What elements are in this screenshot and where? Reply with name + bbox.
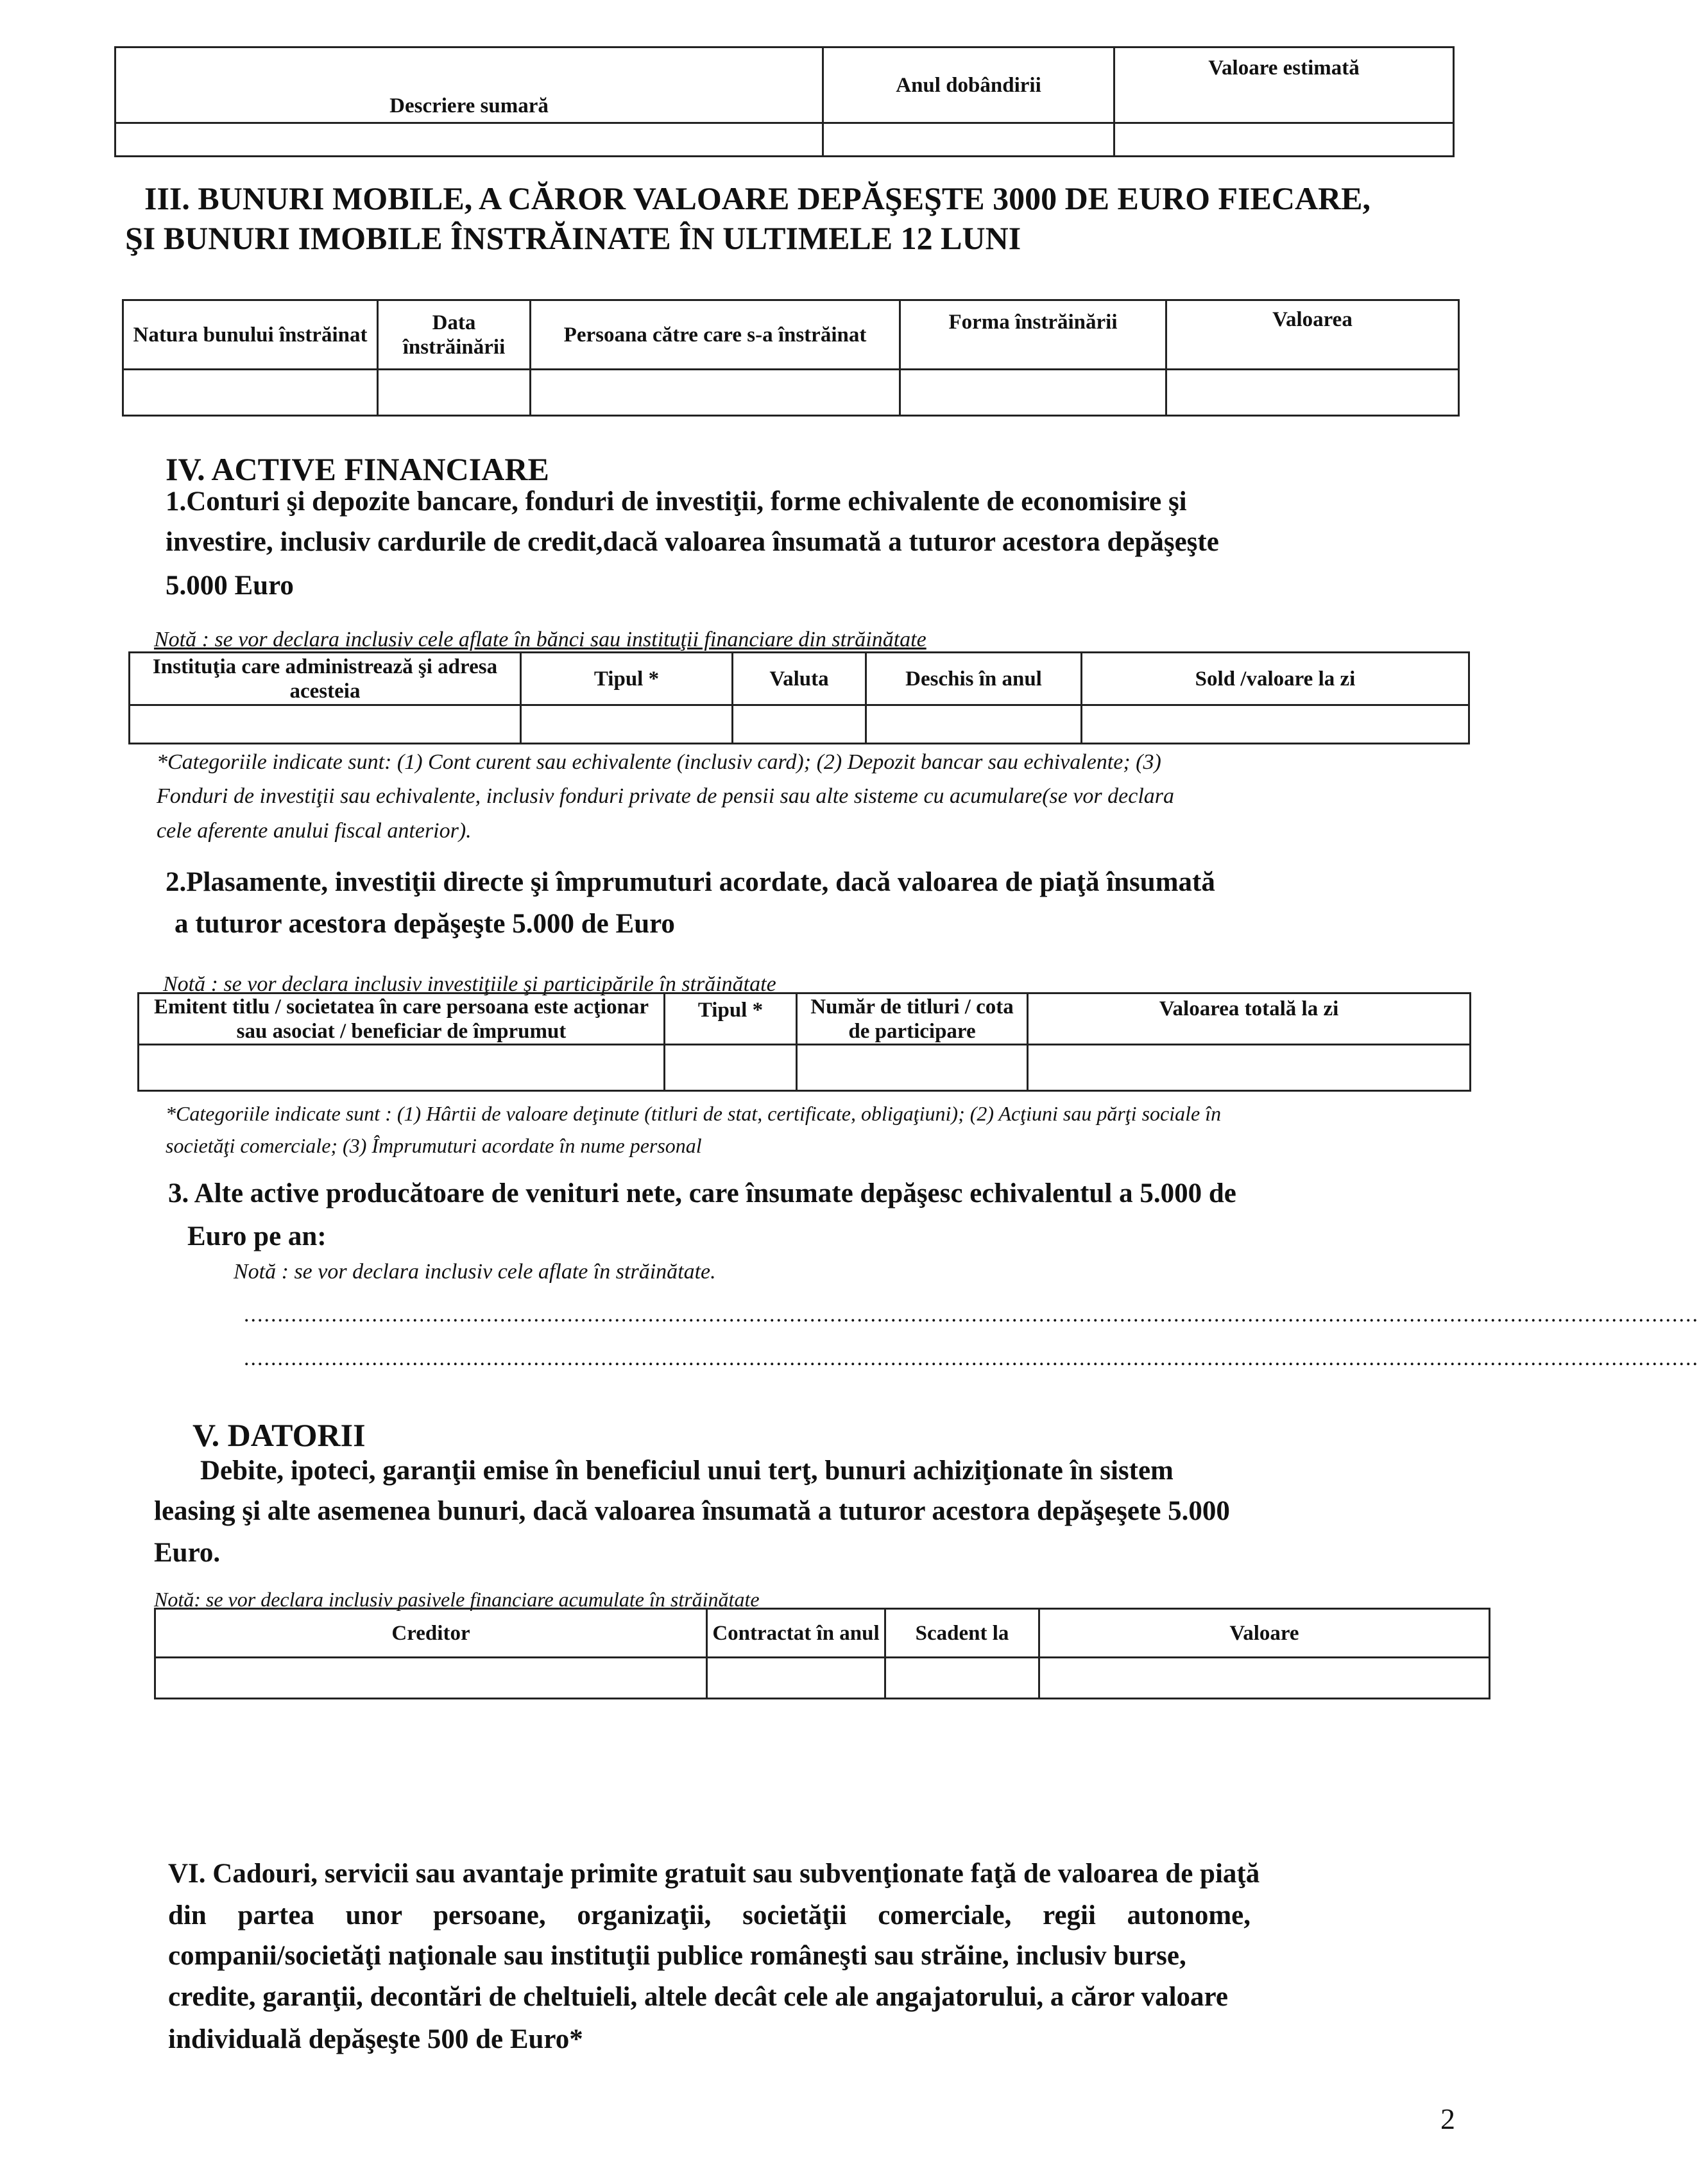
header-institutia: Instituţia care administrează şi adresa acesteia: [130, 653, 521, 705]
section4-p1-line3: 5.000 Euro: [166, 571, 294, 601]
header-tipul-2: Tipul *: [665, 993, 797, 1045]
section4-p1-line1: 1.Conturi şi depozite bancare, fonduri de investiţii, forme echivalente de economisire şi: [166, 486, 1187, 517]
dotted-line: ........................................................................................................................................................................................................................: [244, 1346, 1699, 1370]
dotted-line: ........................................................................................................................................................................................................................: [244, 1303, 1699, 1327]
accounts-categories-line2: Fonduri de investiţii sau echivalente, inclusiv fonduri private de pensii sau alte sisteme cu acumulare(se vor declara: [157, 784, 1175, 808]
table-cell: [1082, 705, 1469, 744]
table-cell: [823, 123, 1114, 157]
header-sold: Sold /valoare la zi: [1082, 653, 1469, 705]
page-number: 2: [1440, 2102, 1455, 2135]
header-forma: Forma înstrăinării: [900, 300, 1166, 370]
header-descriere: Descriere sumară: [115, 47, 823, 123]
header-emitent: Emitent titlu / societatea în care persoana este acţionar sau asociat / beneficiar de împrumut: [139, 993, 665, 1045]
header-anul: Anul dobândirii: [823, 47, 1114, 123]
header-valoare: Valoare estimată: [1114, 47, 1454, 123]
accounts-table: [128, 651, 1470, 744]
table-cell: [885, 1658, 1039, 1699]
section5-p-line2: leasing şi alte asemenea bunuri, dacă valoarea însumată a tuturor acestora depăşeşete 5.000: [154, 1496, 1230, 1526]
table-cell: [531, 370, 900, 416]
debts-table: [154, 1608, 1490, 1699]
section5-p-line1: Debite, ipoteci, garanţii emise în beneficiul unui terţ, bunuri achiziţionate în sistem: [200, 1456, 1174, 1486]
section5-title: V. DATORII: [192, 1417, 366, 1453]
investments-categories-line2: societăţi comerciale; (3) Împrumuturi acordate în nume personal: [166, 1134, 702, 1157]
header-contractat: Contractat în anul: [707, 1609, 885, 1658]
header-valoare-datorii: Valoare: [1039, 1609, 1490, 1658]
header-data: Data înstrăinării: [378, 300, 531, 370]
section4-p3-line2: Euro pe an:: [187, 1221, 327, 1251]
table-cell: [123, 370, 378, 416]
section4-p2-line2: a tuturor acestora depăşeşte 5.000 de Euro: [175, 909, 675, 939]
section5-note: Notă: se vor declara inclusiv pasivele financiare acumulate în străinătate: [154, 1588, 760, 1611]
section4-p1-note: Notă : se vor declara inclusiv cele aflate în bănci sau instituţii financiare din străinătate: [154, 628, 926, 651]
section6-line3: companii/societăţi naţionale sau instituţii publice româneşti sau străine, inclusiv burse,: [168, 1941, 1186, 1971]
section5-p-line3: Euro.: [154, 1538, 221, 1568]
investments-categories-line1: *Categoriile indicate sunt : (1) Hârtii de valoare deţinute (titluri de stat, certificate, obligaţiuni); (2) Acţiuni sau părţi sociale în: [166, 1102, 1222, 1125]
table-cell: [155, 1658, 707, 1699]
section4-title: IV. ACTIVE FINANCIARE: [166, 451, 549, 487]
section4-p2-note: Notă : se vor declara inclusiv investiţiile şi participările în străinătate: [163, 972, 776, 996]
header-scadent: Scadent la: [885, 1609, 1039, 1658]
section4-p3-line1: 3. Alte active producătoare de venituri nete, care însumate depăşesc echivalentul a 5.000 de: [168, 1178, 1236, 1208]
section3-table: [122, 299, 1460, 417]
table-cell: [900, 370, 1166, 416]
table-cell: [1028, 1045, 1471, 1091]
table-cell: [733, 705, 866, 744]
header-valuta: Valuta: [733, 653, 866, 705]
section3-title-line1: III. BUNURI MOBILE, A CĂROR VALOARE DEPĂŞEŞTE 3000 DE EURO FIECARE,: [144, 180, 1371, 216]
section6-line2: din partea unor persoane, organizaţii, societăţii comerciale, regii autonome,: [168, 1900, 1251, 1930]
table-cell: [1166, 370, 1459, 416]
section6-line1: VI. Cadouri, servicii sau avantaje primite gratuit sau subvenţionate faţă de valoarea de piaţă: [168, 1859, 1260, 1889]
assets-table-top: [114, 46, 1455, 157]
table-cell: [866, 705, 1082, 744]
header-valoarea-totala: Valoarea totală la zi: [1028, 993, 1471, 1045]
section4-p1-line2: investire, inclusiv cardurile de credit,dacă valoarea însumată a tuturor acestora depăşeşte: [166, 527, 1219, 557]
table-cell: [130, 705, 521, 744]
table-cell: [1039, 1658, 1490, 1699]
section4-p2-line1: 2.Plasamente, investiţii directe şi împrumuturi acordate, dacă valoarea de piaţă însumată: [166, 867, 1215, 897]
header-numar: Număr de titluri / cota de participare: [797, 993, 1028, 1045]
accounts-categories-line3: cele aferente anului fiscal anterior).: [157, 819, 472, 843]
investments-table: [137, 992, 1471, 1092]
header-persoana: Persoana către care s-a înstrăinat: [531, 300, 900, 370]
section3-title-line2: ŞI BUNURI IMOBILE ÎNSTRĂINATE ÎN ULTIMELE 12 LUNI: [125, 220, 1021, 256]
header-natura: Natura bunului înstrăinat: [123, 300, 378, 370]
section4-p3-note: Notă : se vor declara inclusiv cele aflate în străinătate.: [234, 1260, 716, 1284]
section6-line5: individuală depăşeşte 500 de Euro*: [168, 2024, 583, 2054]
table-cell: [665, 1045, 797, 1091]
header-deschis: Deschis în anul: [866, 653, 1082, 705]
table-cell: [521, 705, 733, 744]
table-cell: [1114, 123, 1454, 157]
header-valoarea: Valoarea: [1166, 300, 1459, 370]
section6-line4: credite, garanţii, decontări de cheltuieli, altele decât cele ale angajatorului, a căror valoare: [168, 1982, 1228, 2012]
accounts-categories-line1: *Categoriile indicate sunt: (1) Cont curent sau echivalente (inclusiv card); (2) Depozit bancar sau echivalente; (3): [157, 750, 1161, 774]
table-cell: [797, 1045, 1028, 1091]
header-tipul: Tipul *: [521, 653, 733, 705]
table-cell: [115, 123, 823, 157]
table-cell: [139, 1045, 665, 1091]
table-cell: [707, 1658, 885, 1699]
table-cell: [378, 370, 531, 416]
header-creditor: Creditor: [155, 1609, 707, 1658]
